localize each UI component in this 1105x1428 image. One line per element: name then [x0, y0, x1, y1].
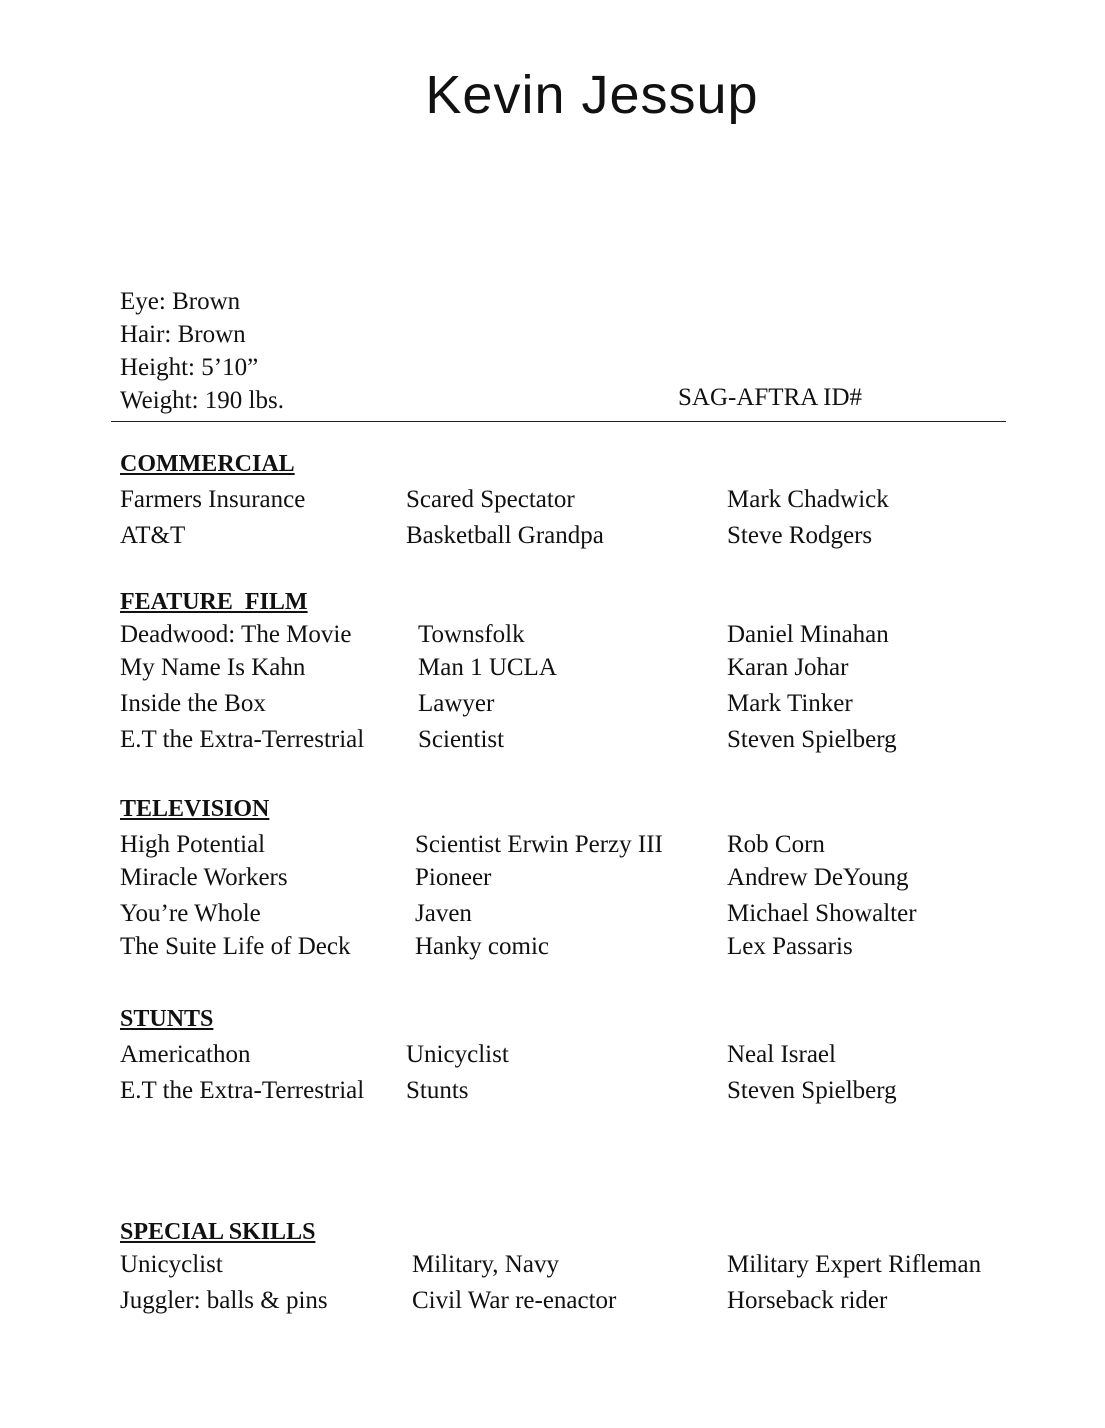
section-heading-stunts: STUNTS	[120, 1006, 214, 1032]
credit-title: Farmers Insurance	[120, 486, 306, 513]
skill-item: Military, Navy	[412, 1251, 559, 1278]
credit-director: Mark Tinker	[727, 690, 853, 717]
credit-role: Townsfolk	[418, 621, 525, 648]
credit-role: Scared Spectator	[406, 486, 575, 513]
credit-director: Karan Johar	[727, 654, 849, 681]
section-heading-television: TELEVISION	[120, 796, 270, 822]
credit-title: My Name Is Kahn	[120, 654, 306, 681]
skill-item: Military Expert Rifleman	[727, 1251, 982, 1278]
header-divider	[111, 421, 1006, 422]
credit-title: E.T the Extra-Terrestrial	[120, 1077, 365, 1104]
credit-role: Scientist Erwin Perzy III	[415, 831, 663, 858]
credit-director: Steve Rodgers	[727, 522, 873, 549]
section-heading-feature-film: FEATURE FILM	[120, 589, 308, 615]
physical-stats	[120, 285, 284, 417]
credit-role: Hanky comic	[415, 933, 549, 960]
section-heading-commercial: COMMERCIAL	[120, 451, 295, 477]
credit-role: Unicyclist	[406, 1041, 509, 1068]
height: Height: 5’10”	[120, 354, 259, 381]
credit-role: Man 1 UCLA	[418, 654, 557, 681]
credit-director: Neal Israel	[727, 1041, 836, 1068]
skill-item: Civil War re-enactor	[412, 1287, 617, 1314]
credit-director: Steven Spielberg	[727, 1077, 897, 1104]
credit-role: Javen	[415, 900, 472, 927]
credit-role: Stunts	[406, 1077, 469, 1104]
credit-role: Pioneer	[415, 864, 492, 891]
credit-title: Deadwood: The Movie	[120, 621, 352, 648]
skill-item: Juggler: balls & pins	[120, 1287, 328, 1314]
skill-item: Unicyclist	[120, 1251, 223, 1278]
credit-director: Mark Chadwick	[727, 486, 889, 513]
credit-role: Scientist	[418, 726, 505, 753]
credit-director: Rob Corn	[727, 831, 825, 858]
eye-color: Eye: Brown	[120, 288, 241, 315]
weight: Weight: 190 lbs.	[120, 387, 284, 414]
section-heading-special-skills: SPECIAL SKILLS	[120, 1219, 316, 1245]
credit-title: AT&T	[120, 522, 186, 549]
hair-color: Hair: Brown	[120, 321, 246, 348]
credit-director: Andrew DeYoung	[727, 864, 909, 891]
credit-director: Michael Showalter	[727, 900, 917, 927]
credit-director: Daniel Minahan	[727, 621, 889, 648]
union-id: SAG-AFTRA ID#	[678, 384, 863, 411]
credit-director: Lex Passaris	[727, 933, 853, 960]
skill-item: Horseback rider	[727, 1287, 888, 1314]
credit-title: The Suite Life of Deck	[120, 933, 351, 960]
credit-title: You’re Whole	[120, 900, 261, 927]
credit-role: Basketball Grandpa	[406, 522, 604, 549]
credit-title: Inside the Box	[120, 690, 266, 717]
credit-title: Miracle Workers	[120, 864, 288, 891]
credit-role: Lawyer	[418, 690, 495, 717]
credit-title: Americathon	[120, 1041, 251, 1068]
credit-director: Steven Spielberg	[727, 726, 897, 753]
actor-name: Kevin Jessup	[425, 65, 759, 125]
credit-title: High Potential	[120, 831, 266, 858]
credit-title: E.T the Extra-Terrestrial	[120, 726, 365, 753]
